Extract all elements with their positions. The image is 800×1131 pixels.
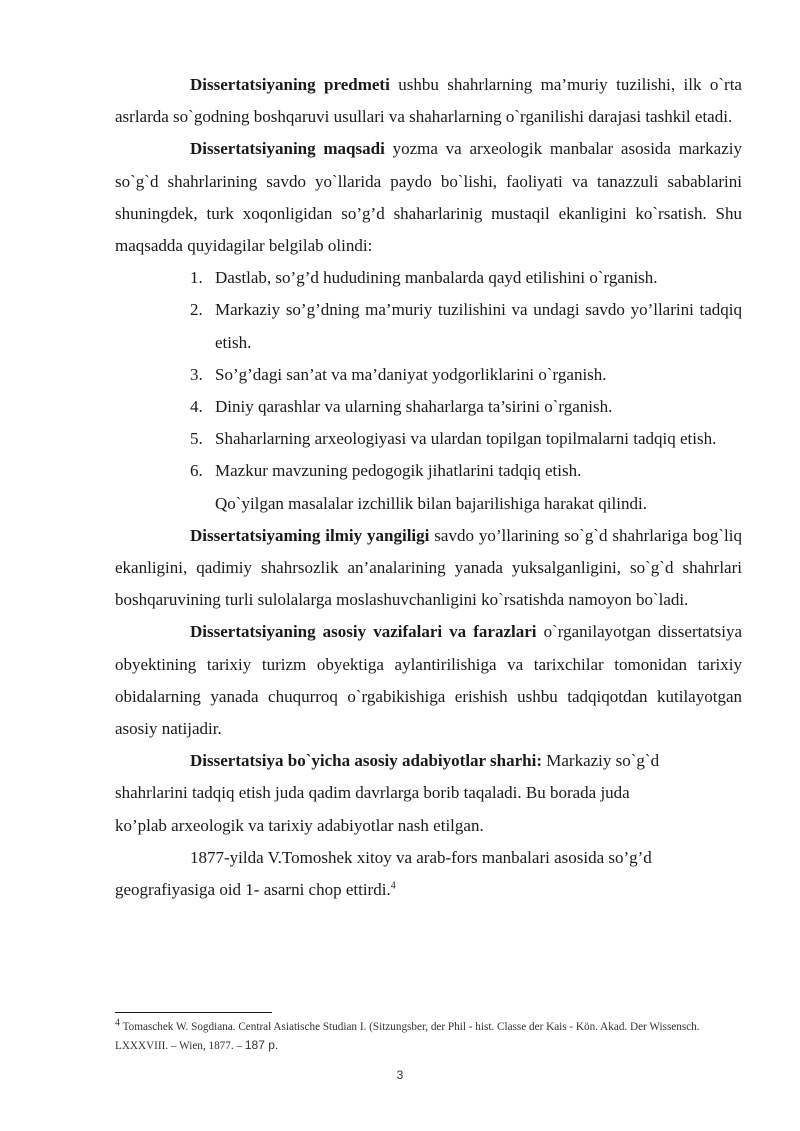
list-item [115, 294, 742, 358]
list-item-number: 6. [190, 461, 203, 481]
paragraph-goal [115, 133, 742, 262]
page-number: 3 [396, 1068, 404, 1082]
footnote-reference: 4 [390, 880, 396, 892]
text-tasks: o`rganilayotgan dissertatsiya obyektining tarixiy turizm obyektiga aylantirilishiga va tarixchilar tomonidan tarixiy obidalarning yanada chuqurroq o`rgabikishiga erishish ushbu tadqiqotdan kutilayotgan asosiy natijadir. [115, 622, 742, 739]
paragraph-novelty [115, 520, 742, 617]
list-item-text: Dastlab, so’g’d hududining manbalarda qayd etilishini o`rganish. [215, 268, 658, 288]
heading-tasks: Dissertatsiyaning asosiy vazifalari va farazlari [190, 622, 537, 642]
text-subject: ushbu shahrlarning ma’muriy tuzilishi, ilk o`rta asrlarda so`godning boshqaruvi usullari va shaharlarning o`rganilishi darajasi tashkil etadi. [115, 75, 742, 127]
list-item-text: Markaziy so’g’dning ma’muriy tuzilishini va undagi savdo yo’llarini tadqiq etish. [215, 300, 742, 352]
footnote-divider [115, 1012, 272, 1013]
heading-goal: Dissertatsiyaning maqsadi [190, 139, 385, 159]
list-item-text: Mazkur mavzuning pedogogik jihatlarini tadqiq etish. [215, 461, 582, 481]
text-novelty: savdo yo’llarining so`g`d shahrlariga bog`liq ekanligini, qadimiy shahrsozlik an’analarining yanada yuksalganligini, so`g`d shahrlari boshqaruvining turli sulolalarga moslashuvchanligini ko`rsatishda namoyon bo`ladi. [115, 525, 742, 610]
task-list [115, 262, 742, 487]
list-item [115, 262, 742, 294]
text-literature-line2: shahrlarini tadqiq etish juda qadim davrlarga borib taqaladi. Bu borada juda [115, 783, 630, 803]
footnote-text: Tomaschek W. Sogdiana. Central Asiatische Studian I. (Sitzungsber, der Phil - hist. Classe der Kais - Kön. Akad. Der Wissensch. LXXXVIII. – Wien, 1877. – [115, 1021, 700, 1052]
paragraph-tasks [115, 616, 742, 745]
heading-novelty: Dissertatsiyaming ilmiy yangiligi [190, 525, 430, 545]
list-item-text: Diniy qarashlar va ularning shaharlarga ta’sirini o`rganish. [215, 397, 613, 417]
list-item [115, 423, 742, 455]
list-item-text: Shaharlarning arxeologiyasi va ulardan topilgan topilmalarni tadqiq etish. [215, 429, 717, 449]
list-item-text: So’g’dagi san’at va ma’daniyat yodgorliklarini o`rganish. [215, 364, 607, 384]
heading-literature: Dissertatsiya bo`yicha asosiy adabiyotlar sharhi: [190, 751, 542, 771]
body-text [115, 69, 742, 906]
text-goal: yozma va arxeologik manbalar asosida markaziy so`g`d shahrlarining savdo yo`llarida paydo bo`lishi, faoliyati va tanazzuli sabablarini shuningdek, turk xoqonligidan so’g’d shaharlarinig mustaqil ekanligini ko`rsatish. Shu maqsadda quyidagilar belgilab olindi: [115, 139, 742, 256]
list-item-number: 1. [190, 268, 203, 288]
text-literature-line1: Markaziy so`g`d [542, 751, 660, 771]
list-item-number: 4. [190, 397, 203, 417]
list-item-number: 3. [190, 364, 203, 384]
list-item [115, 455, 742, 487]
list-item-number: 2. [190, 300, 203, 320]
paragraph-subject [115, 69, 742, 133]
paragraph-literature [115, 745, 742, 842]
list-item [115, 391, 742, 423]
paragraph-tomaschek [115, 842, 742, 906]
text-literature-line3: ko’plab arxeologik va tarixiy adabiyotlar nash etilgan. [115, 815, 484, 835]
list-item [115, 359, 742, 391]
heading-subject: Dissertatsiyaning predmeti [190, 75, 390, 94]
text-tomaschek-line1: 1877-yilda V.Tomoshek xitoy va arab-fors manbalari asosida so’g’d [190, 847, 652, 867]
footnote [115, 1018, 742, 1055]
list-item-number: 5. [190, 429, 203, 449]
footnote-pages: 187 p. [244, 1038, 279, 1052]
list-conclusion: Qo`yilgan masalalar izchillik bilan bajarilishiga harakat qilindi. [215, 493, 647, 513]
text-tomaschek-line2: geografiyasiga oid 1- asarni chop ettirdi. [115, 880, 391, 900]
footnote-mark: 4 [115, 1017, 120, 1029]
